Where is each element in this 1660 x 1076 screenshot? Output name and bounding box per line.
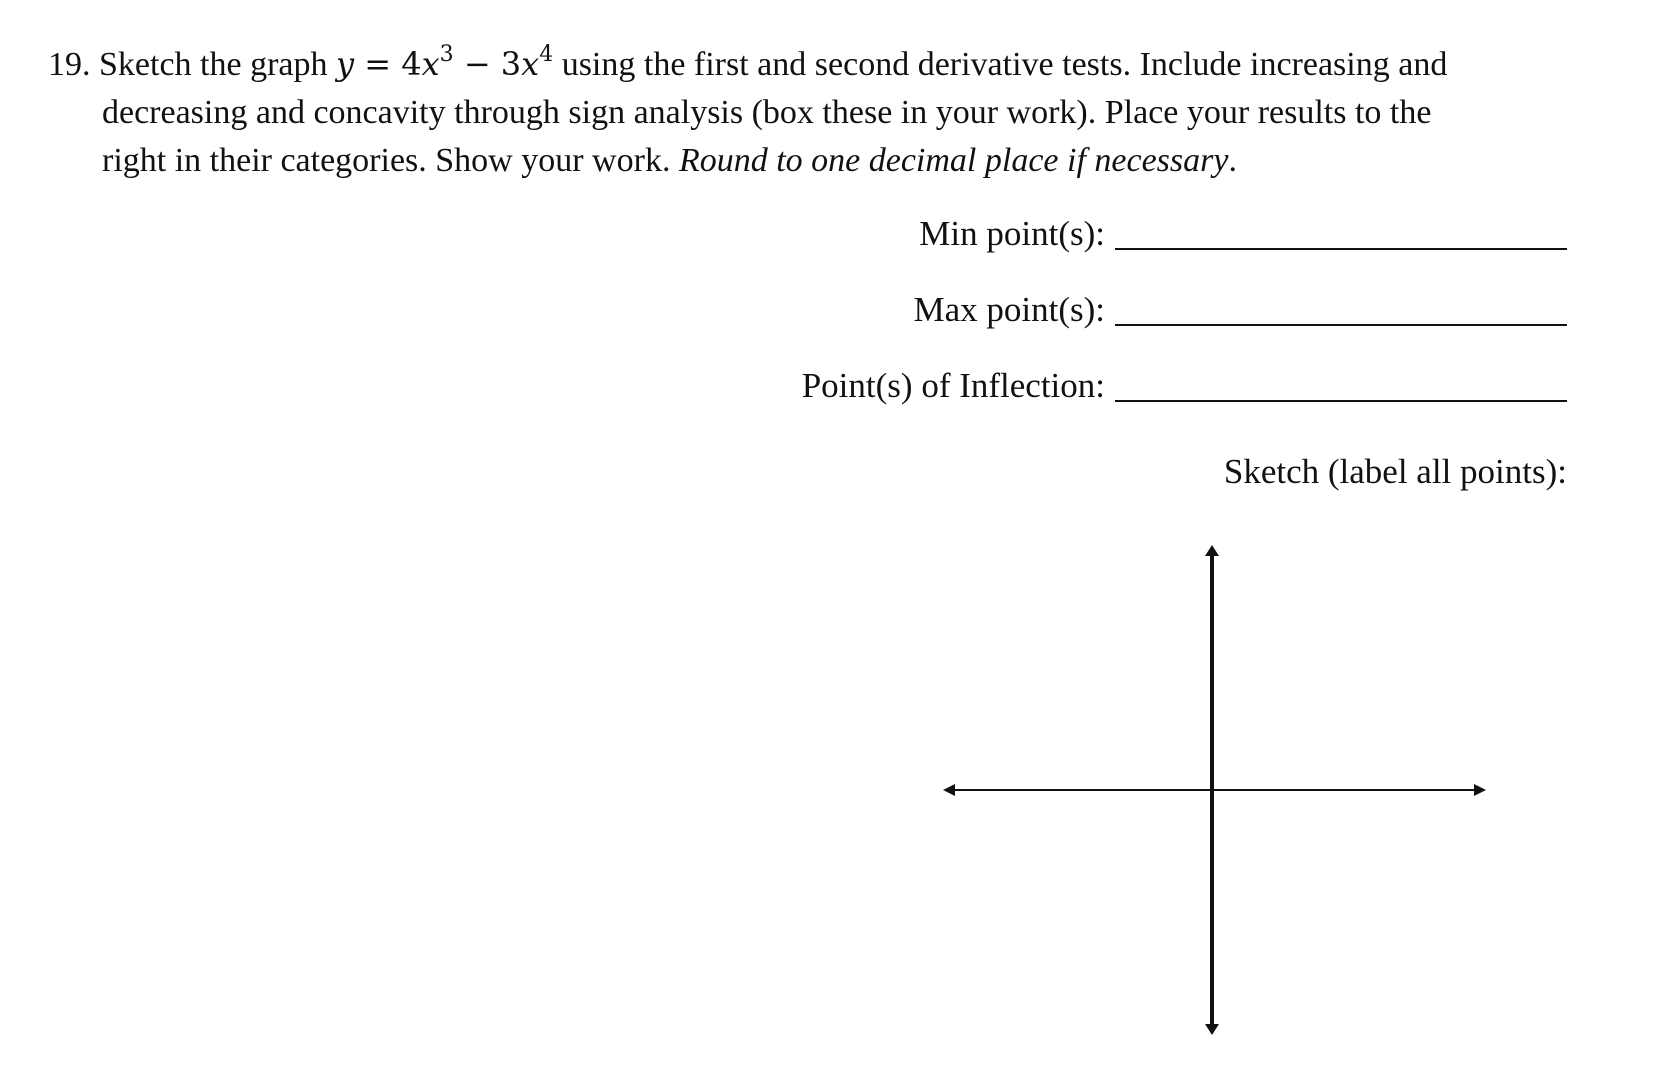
problem-intro: Sketch the graph <box>99 46 328 83</box>
max-points-label: Max point(s): <box>913 290 1105 329</box>
y-axis-bottom-arrow-icon <box>1205 1024 1219 1035</box>
sketch-label: Sketch (label all points): <box>1223 452 1567 491</box>
x-axis-left-arrow-icon <box>943 784 955 796</box>
y-axis-top-arrow-icon <box>1205 545 1219 556</box>
problem-line-2: decreasing and concavity through sign analysis (box these in your work). Place your results to the <box>102 94 1432 131</box>
problem-line-3-end: . <box>1228 142 1237 179</box>
problem-number: 19. <box>48 46 91 83</box>
x-axis-right-arrow-icon <box>1474 784 1486 796</box>
problem-line-3-plain: right in their categories. Show your work. <box>102 142 671 179</box>
equation: $y = 4x^3 - 3x^4$ <box>336 42 554 83</box>
inflection-points-label: Point(s) of Inflection: <box>801 366 1105 405</box>
rounding-instruction: Round to one decimal place if necessary <box>678 142 1229 179</box>
problem-line-1-rest: using the first and second derivative tests. Include increasing and <box>561 46 1448 83</box>
min-points-label: Min point(s): <box>919 214 1105 253</box>
